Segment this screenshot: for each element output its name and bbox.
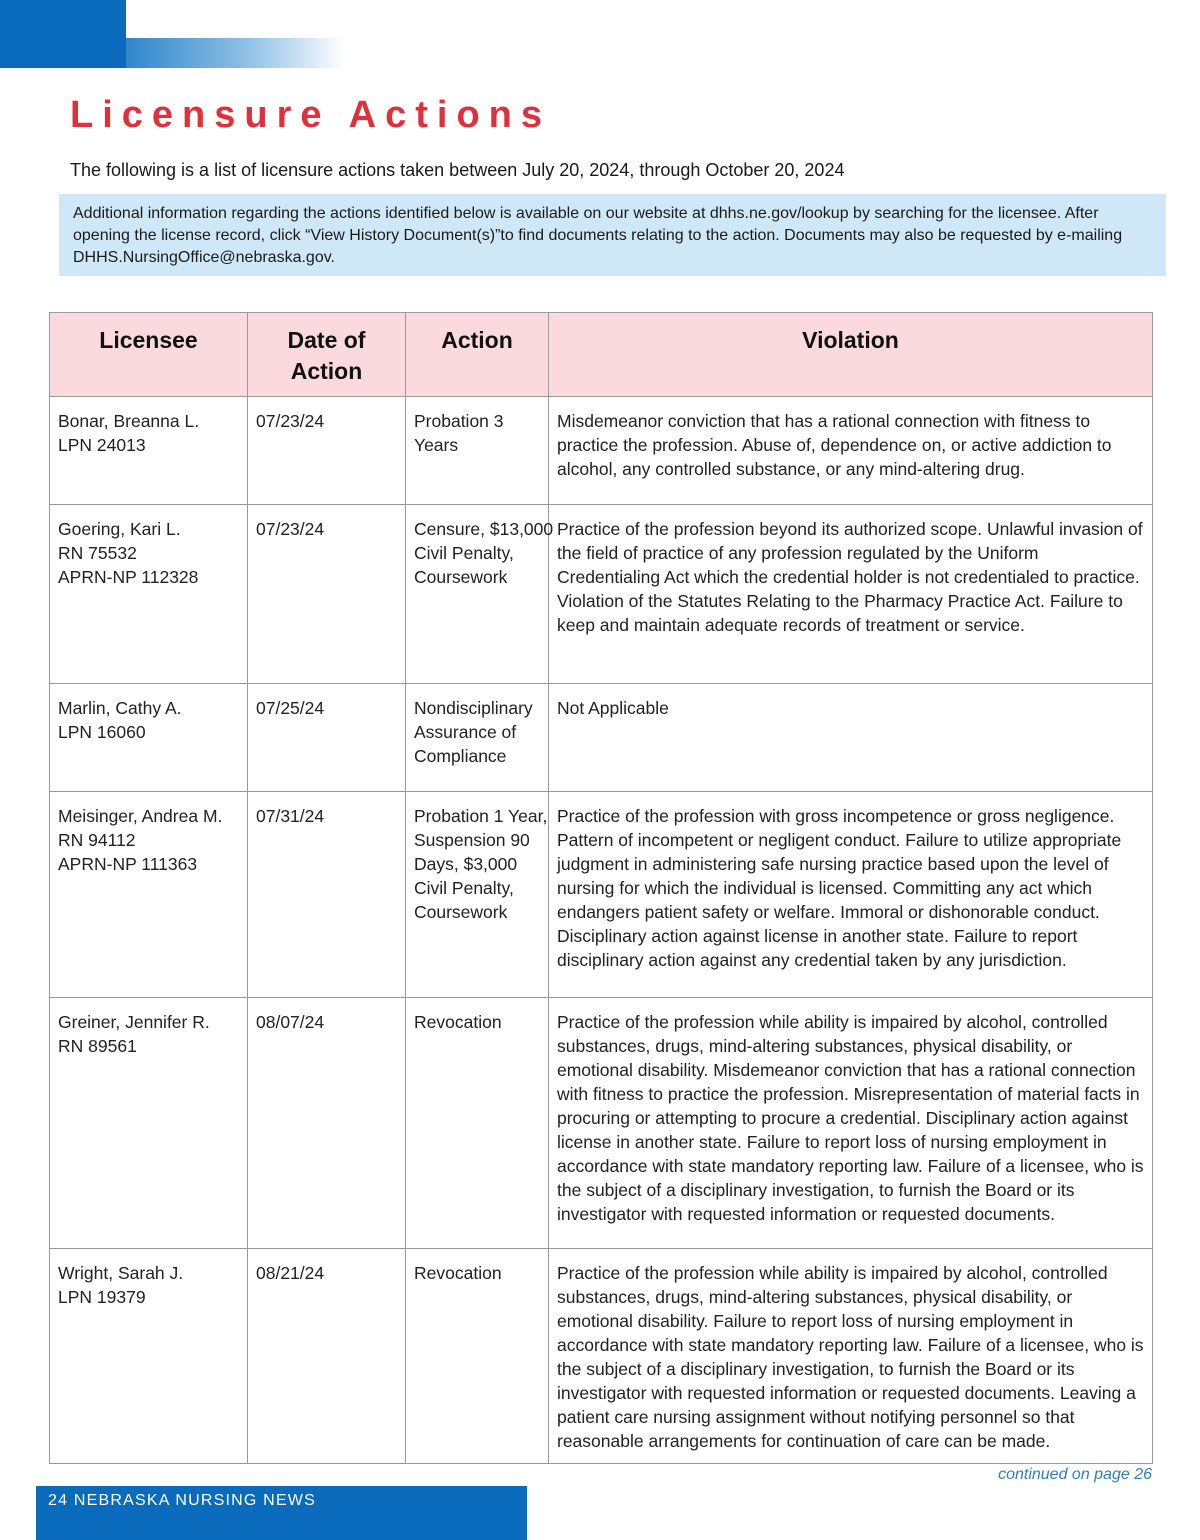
license-number: RN 75532: [58, 543, 137, 563]
licensee-name: Meisinger, Andrea M.: [58, 806, 223, 826]
licensee-name: Marlin, Cathy A.: [58, 698, 182, 718]
page-title: Licensure Actions: [70, 94, 552, 136]
action-line: Probation 1 Year,: [414, 806, 548, 826]
violation-cell: Practice of the profession while ability is impaired by alcohol, controlled substances, drugs, mind-altering substances, physical disability, or emotional disability. Failure to report loss of nursing employment in accordance with state mandatory reporting law. Failure of a licensee, who is the subject of a disciplinary investigation, to furnish the Board or its investigator with requested information or requested documents. Leaving a patient care nursing assignment without notifying personnel so that reasonable arrangements for continuation of care can be made.: [549, 1249, 1153, 1464]
licensee-cell: [50, 505, 248, 684]
license-number: RN 94112: [58, 830, 136, 850]
corner-decoration-gradient: [126, 38, 346, 68]
violation-cell: Practice of the profession with gross incompetence or gross negligence. Pattern of incompetent or negligent conduct. Failure to utilize appropriate judgment in administering safe nursing practice based upon the level of nursing for which the individual is licensed. Committing any act which endangers patient safety or welfare. Immoral or dishonorable conduct. Disciplinary action against license in another state. Failure to report disciplinary action against any credential taken by any jurisdiction.: [549, 792, 1153, 998]
action-line: Revocation: [414, 1012, 502, 1032]
license-number: LPN 24013: [58, 435, 146, 455]
corner-decoration-block: [0, 0, 126, 68]
footer-page-label: 24 NEBRASKA NURSING NEWS: [48, 1492, 316, 1509]
action-cell: [406, 1249, 549, 1464]
date-cell: 07/23/24: [248, 505, 406, 684]
licensee-name: Wright, Sarah J.: [58, 1263, 184, 1283]
continued-note: continued on page 26: [998, 1466, 1152, 1483]
date-cell: 08/21/24: [248, 1249, 406, 1464]
license-number: APRN-NP 112328: [58, 567, 199, 587]
licensure-actions-table: [49, 312, 1153, 1464]
action-line: Years: [414, 435, 459, 455]
action-line: Censure, $13,000: [414, 519, 554, 539]
column-header-date-line: Date of: [287, 327, 366, 353]
page-subtitle: The following is a list of licensure actions taken between July 20, 2024, through October 20, 2024: [70, 160, 845, 180]
column-header-violation: Violation: [549, 313, 1153, 397]
licensee-cell: [50, 792, 248, 998]
violation-cell: Practice of the profession while ability is impaired by alcohol, controlled substances, drugs, mind-altering substances, physical disability, or emotional disability. Misdemeanor conviction that has a rational connection with fitness to practice the profession. Misrepresentation of material facts in procuring or attempting to procure a credential. Disciplinary action against license in another state. Failure to report loss of nursing employment in accordance with state mandatory reporting law. Failure of a licensee, who is the subject of a disciplinary investigation, to furnish the Board or its investigator with requested information or requested documents.: [549, 998, 1153, 1249]
action-line: Coursework: [414, 567, 508, 587]
date-cell: 07/23/24: [248, 397, 406, 505]
column-header-licensee: Licensee: [50, 313, 248, 397]
licensee-cell: [50, 998, 248, 1249]
violation-cell: Not Applicable: [549, 684, 1153, 792]
table-header-row: [50, 313, 1153, 397]
table-row: [50, 998, 1153, 1249]
action-cell: [406, 998, 549, 1249]
action-line: Revocation: [414, 1263, 502, 1283]
action-cell: [406, 792, 549, 998]
table-row: [50, 505, 1153, 684]
license-number: LPN 16060: [58, 722, 146, 742]
action-line: Compliance: [414, 746, 507, 766]
action-line: Civil Penalty,: [414, 543, 514, 563]
violation-cell: Practice of the profession beyond its authorized scope. Unlawful invasion of the field of practice of any profession regulated by the Uniform Credentialing Act which the credential holder is not credentialed to practice. Violation of the Statutes Relating to the Pharmacy Practice Act. Failure to keep and maintain adequate records of treatment or service.: [549, 505, 1153, 684]
licensee-name: Goering, Kari L.: [58, 519, 181, 539]
column-header-action: Action: [406, 313, 549, 397]
column-header-date-line: Action: [290, 358, 363, 384]
action-line: Days, $3,000: [414, 854, 518, 874]
action-cell: [406, 684, 549, 792]
licensee-cell: [50, 1249, 248, 1464]
license-number: RN 89561: [58, 1036, 137, 1056]
action-line: Assurance of: [414, 722, 517, 742]
licensee-name: Bonar, Breanna L.: [58, 411, 200, 431]
action-line: Probation 3: [414, 411, 504, 431]
licensee-cell: [50, 397, 248, 505]
date-cell: 08/07/24: [248, 998, 406, 1249]
table-row: [50, 1249, 1153, 1464]
licensee-name: Greiner, Jennifer R.: [58, 1012, 210, 1032]
action-cell: [406, 505, 554, 684]
footer-bar: [36, 1486, 527, 1540]
table-row: [50, 792, 1153, 998]
action-cell: [406, 397, 549, 505]
action-line: Nondisciplinary: [414, 698, 533, 718]
date-cell: 07/25/24: [248, 684, 406, 792]
action-line: Civil Penalty,: [414, 878, 514, 898]
info-callout: Additional information regarding the actions identified below is available on our website at dhhs.ne.gov/lookup by searching for the licensee. After opening the license record, click “View History Document(s)”to find documents relating to the action. Documents may also be requested by e-mailing DHHS.NursingOffice@nebraska.gov.: [59, 194, 1166, 276]
column-header-date: [248, 313, 406, 397]
action-line: Coursework: [414, 902, 508, 922]
license-number: APRN-NP 111363: [58, 854, 198, 874]
table-row: [50, 684, 1153, 792]
date-cell: 07/31/24: [248, 792, 406, 998]
violation-cell: Misdemeanor conviction that has a rational connection with fitness to practice the profession. Abuse of, dependence on, or active addiction to alcohol, any controlled substance, or any mind-altering drug.: [549, 397, 1153, 505]
licensee-cell: [50, 684, 248, 792]
action-line: Suspension 90: [414, 830, 530, 850]
table-row: [50, 397, 1153, 505]
license-number: LPN 19379: [58, 1287, 146, 1307]
